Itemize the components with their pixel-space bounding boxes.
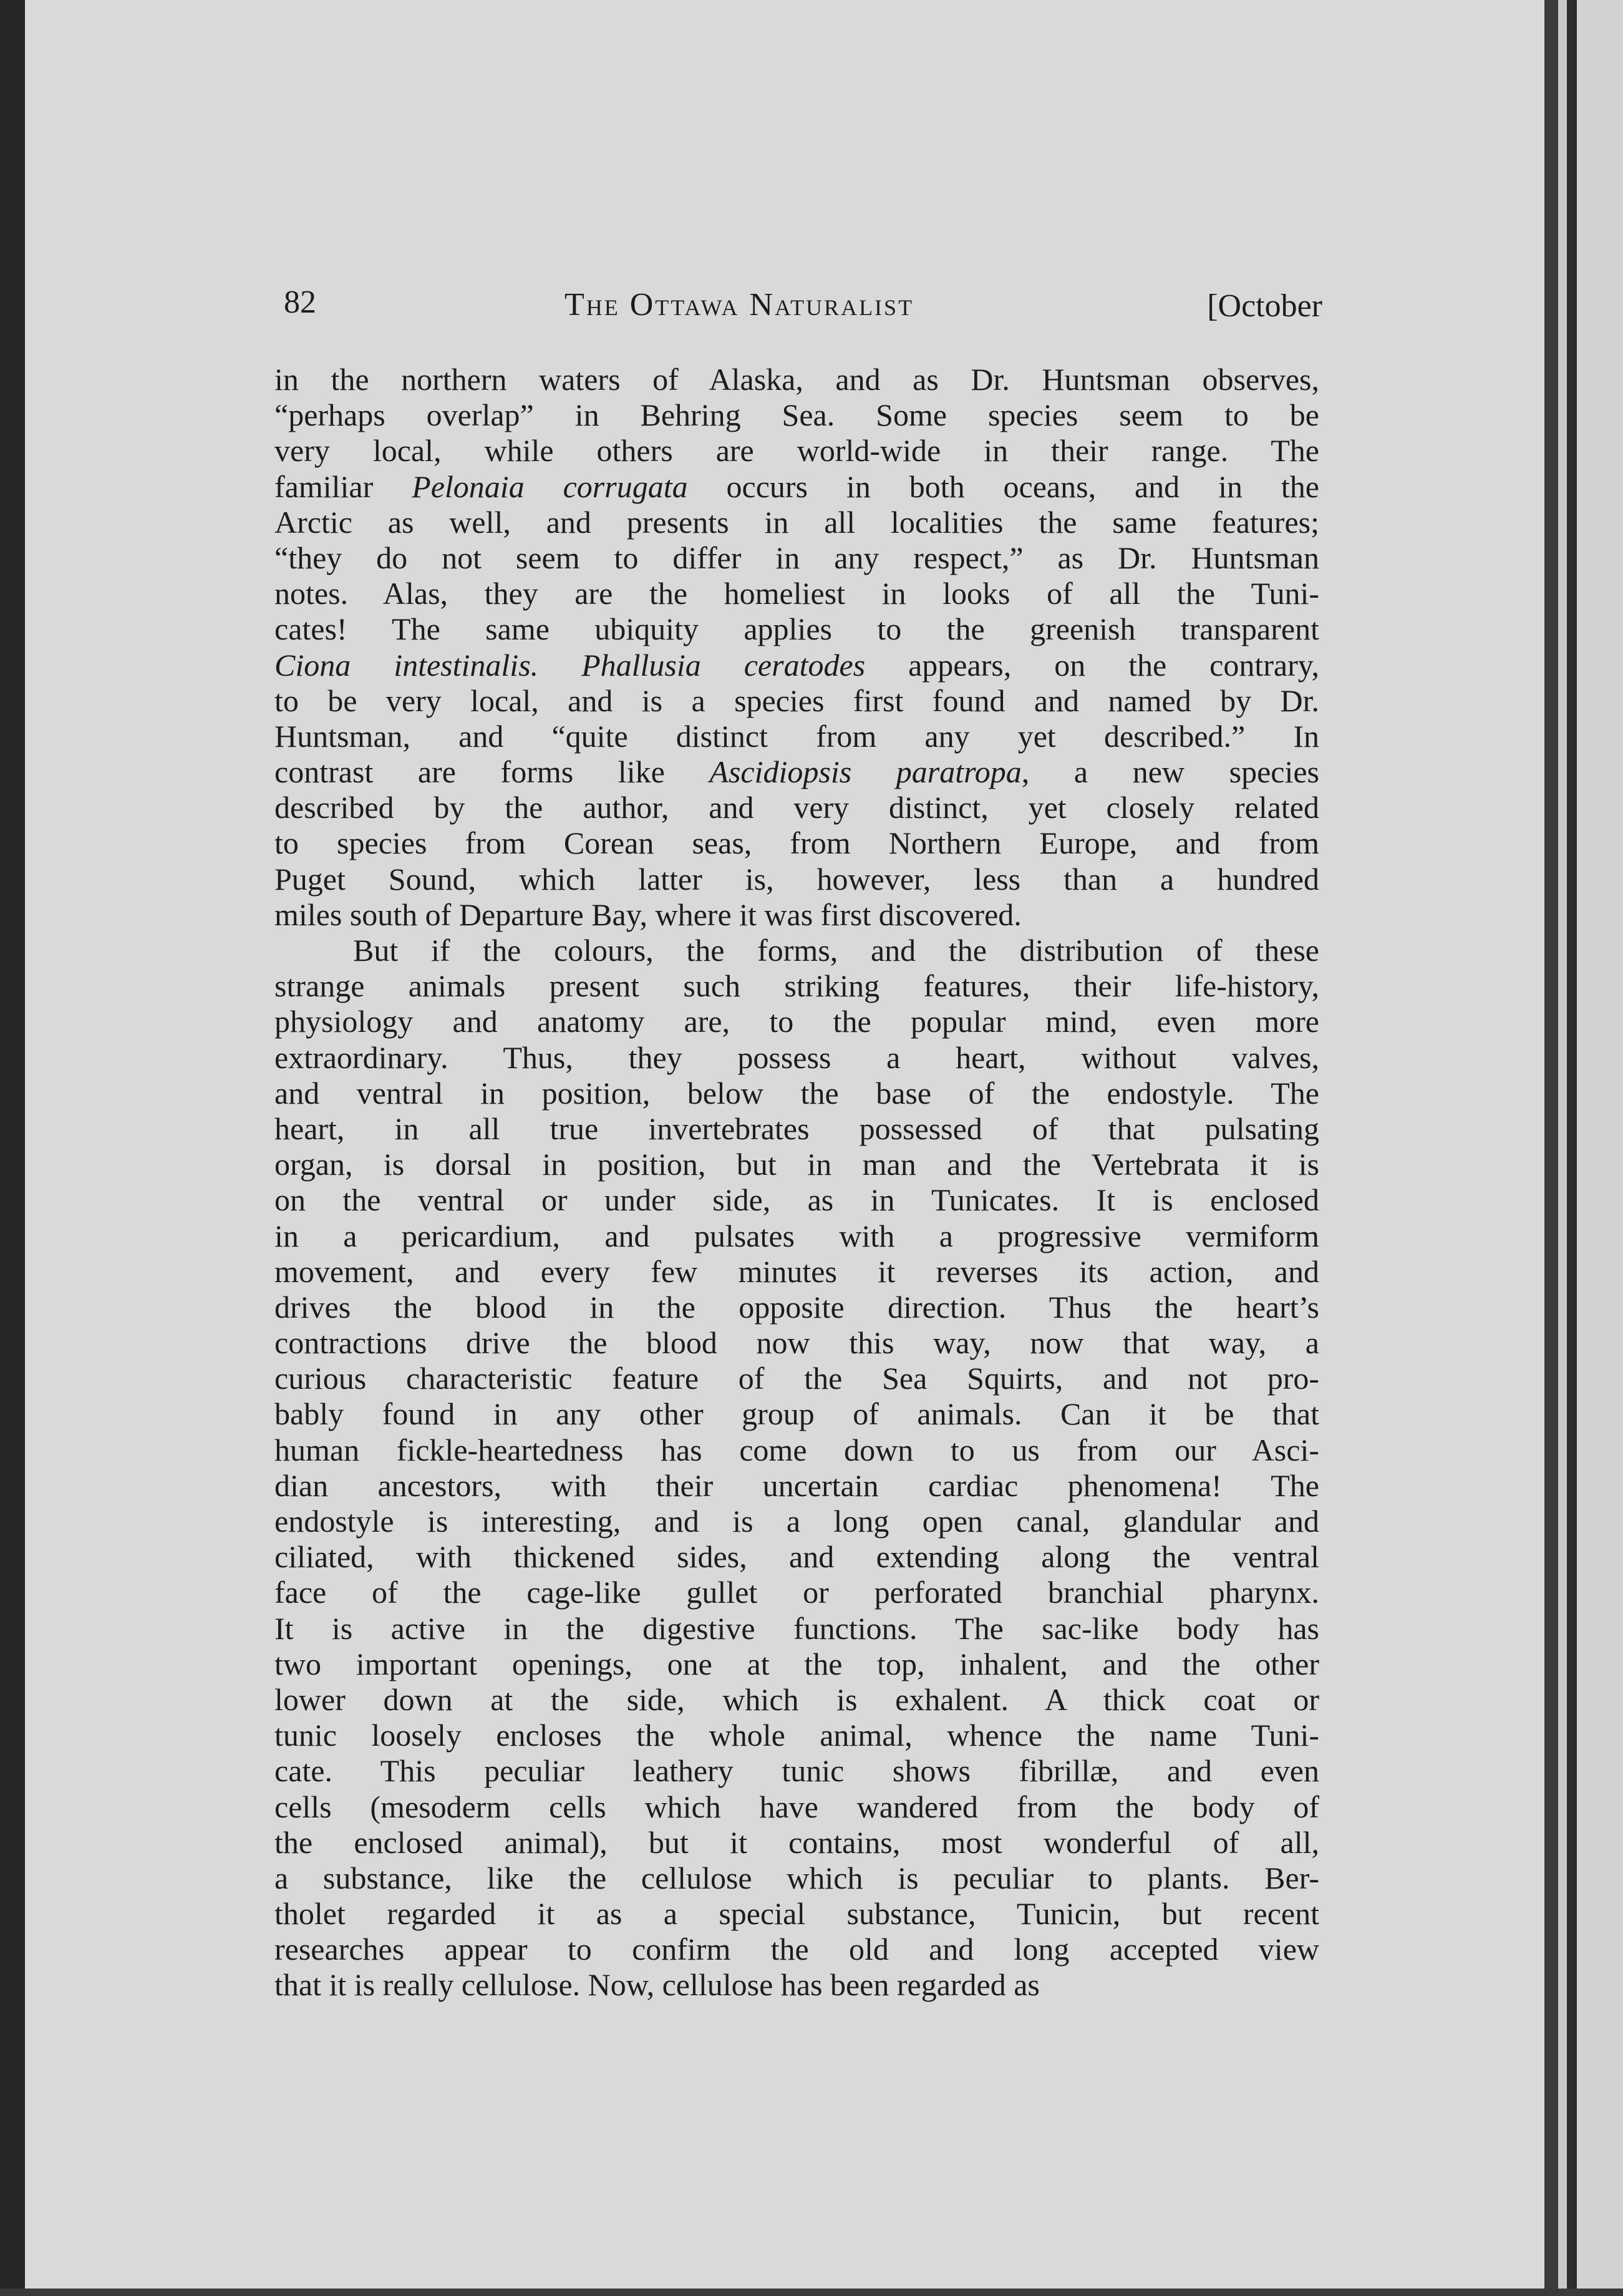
- text-line: [274, 1004, 1319, 1039]
- text-segment: physiology and anatomy are, to the popular mind, even more: [274, 1004, 1319, 1039]
- text-line: [274, 576, 1319, 611]
- text-segment: that it is really cellulose. Now, cellulose has been regarded as: [274, 1967, 1040, 2003]
- text-segment: cate. This peculiar leathery tunic shows fibrillæ, and even: [274, 1753, 1319, 1789]
- page-gutter-shadow: [1544, 0, 1558, 2296]
- text-segment: appears, on the contrary,: [865, 647, 1320, 683]
- text-line: [274, 1433, 1319, 1468]
- text-line: [274, 1254, 1319, 1290]
- text-line: [274, 1396, 1319, 1432]
- text-line: [274, 505, 1319, 540]
- text-line: [274, 1861, 1319, 1896]
- text-line: [274, 1182, 1319, 1218]
- text-line: [274, 362, 1319, 397]
- text-segment: heart, in all true invertebrates possessed of that pulsating: [274, 1111, 1319, 1146]
- text-segment: the enclosed animal), but it contains, most wonderful of all,: [274, 1824, 1319, 1860]
- text-segment: curious characteristic feature of the Sea Squirts, and not pro-: [274, 1361, 1319, 1396]
- running-head: [284, 284, 1322, 334]
- text-segment: cates! The same ubiquity applies to the greenish transparent: [274, 611, 1319, 647]
- text-segment: organ, is dorsal in position, but in man and the Vertebrata it is: [274, 1147, 1319, 1182]
- journal-title: The Ottawa Naturalist: [564, 287, 914, 323]
- text-segment: to be very local, and is a species first found and named by Dr.: [274, 683, 1319, 718]
- text-segment: tholet regarded it as a special substance, Tunicin, but recent: [274, 1896, 1319, 1932]
- text-line: [274, 611, 1319, 647]
- italic-species-name: Ascidiopsis paratropa: [709, 754, 1022, 790]
- text-segment: lower down at the side, which is exhalent. A thick coat or: [274, 1681, 1319, 1717]
- text-line: [274, 933, 1319, 968]
- italic-species-name: Pelonaia corrugata: [412, 469, 688, 504]
- text-line: [274, 1682, 1319, 1718]
- text-line: [274, 683, 1319, 719]
- page-gutter-edge: [1567, 0, 1577, 2296]
- text-line: [274, 862, 1319, 897]
- text-segment: But if the colours, the forms, and the distribution of these: [353, 933, 1319, 968]
- text-segment: endostyle is interesting, and is a long open canal, glandular and: [274, 1504, 1319, 1539]
- text-segment: , a new species: [1021, 754, 1319, 790]
- text-segment: face of the cage-like gullet or perforated branchial pharynx.: [274, 1575, 1319, 1610]
- text-segment: in a pericardium, and pulsates with a progressive vermiform: [274, 1218, 1319, 1253]
- text-segment: Arctic as well, and presents in all localities the same features;: [274, 504, 1319, 540]
- text-line: [274, 1896, 1319, 1932]
- text-line: [274, 1718, 1319, 1753]
- italic-species-name: Ciona intestinalis.: [274, 647, 539, 683]
- text-segment: “perhaps overlap” in Behring Sea. Some species seem to be: [274, 397, 1319, 433]
- text-line: [274, 433, 1319, 469]
- text-line: [274, 1040, 1319, 1076]
- text-segment: on the ventral or under side, as in Tunicates. It is enclosed: [274, 1182, 1319, 1218]
- text-segment: in the northern waters of Alaska, and as Dr. Huntsman observes,: [274, 362, 1319, 397]
- text-segment: movement, and every few minutes it reverses its action, and: [274, 1253, 1319, 1289]
- text-line: [274, 1468, 1319, 1504]
- text-line: [274, 1611, 1319, 1647]
- text-segment: contractions drive the blood now this way, now that way, a: [274, 1325, 1319, 1361]
- text-segment: occurs in both oceans, and in the: [687, 469, 1319, 504]
- text-line: [274, 754, 1319, 790]
- text-segment: notes. Alas, they are the homeliest in looks of all the Tuni-: [274, 576, 1319, 611]
- scan-bottom-edge: [0, 2289, 1623, 2296]
- text-line: [274, 540, 1319, 576]
- text-segment: [538, 648, 581, 683]
- text-segment: to species from Corean seas, from Northern Europe, and from: [274, 825, 1319, 861]
- page-gutter-gap: [1558, 0, 1567, 2296]
- text-segment: It is active in the digestive functions. The sac-like body has: [274, 1610, 1319, 1646]
- text-line: [274, 1967, 1319, 2003]
- text-line: [274, 1219, 1319, 1254]
- text-segment: dian ancestors, with their uncertain cardiac phenomena! The: [274, 1467, 1319, 1503]
- text-segment: human fickle-heartedness has come down to us from our Asci-: [274, 1432, 1319, 1467]
- text-line: [274, 397, 1319, 433]
- text-segment: “they do not seem to differ in any respect,” as Dr. Huntsman: [274, 540, 1319, 575]
- issue-month: [October: [1207, 288, 1322, 324]
- text-line: [274, 469, 1319, 505]
- text-line: [274, 719, 1319, 754]
- text-line: [274, 1539, 1319, 1575]
- text-line: [274, 1647, 1319, 1682]
- text-line: [274, 1932, 1319, 1967]
- text-line: [274, 897, 1319, 933]
- text-segment: Puget Sound, which latter is, however, less than a hundred: [274, 861, 1319, 897]
- text-line: [274, 1789, 1319, 1825]
- text-line: [274, 968, 1319, 1004]
- text-line: [274, 1504, 1319, 1539]
- text-segment: a substance, like the cellulose which is peculiar to plants. Ber-: [274, 1860, 1319, 1895]
- text-line: [274, 1575, 1319, 1610]
- text-line: [274, 648, 1319, 683]
- text-segment: miles south of Departure Bay, where it was first discovered.: [274, 897, 1022, 932]
- text-line: [274, 1111, 1319, 1147]
- adjacent-page-strip: [1577, 0, 1623, 2296]
- text-segment: tunic loosely encloses the whole animal, whence the name Tuni-: [274, 1718, 1319, 1753]
- text-segment: familiar: [274, 469, 412, 504]
- text-line: [274, 1147, 1319, 1182]
- body-text: [274, 362, 1319, 2003]
- text-line: [274, 1825, 1319, 1861]
- text-segment: ciliated, with thickened sides, and extending along the ventral: [274, 1539, 1319, 1575]
- text-line: [274, 1361, 1319, 1396]
- text-line: [274, 1076, 1319, 1111]
- text-segment: contrast are forms like: [274, 754, 710, 790]
- text-line: [274, 1325, 1319, 1361]
- text-line: [274, 790, 1319, 825]
- text-line: [274, 825, 1319, 861]
- text-line: [274, 1290, 1319, 1325]
- italic-species-name: Phallusia ceratodes: [581, 647, 866, 683]
- text-segment: drives the blood in the opposite direction. Thus the heart’s: [274, 1289, 1319, 1325]
- scan-left-edge: [0, 0, 25, 2296]
- text-segment: and ventral in position, below the base of the endostyle. The: [274, 1075, 1319, 1111]
- text-segment: extraordinary. Thus, they possess a heart, without valves,: [274, 1039, 1319, 1075]
- page-number: 82: [284, 285, 316, 320]
- text-segment: Huntsman, and “quite distinct from any yet described.” In: [274, 718, 1319, 754]
- text-segment: described by the author, and very distinct, yet closely related: [274, 790, 1319, 825]
- text-segment: cells (mesoderm cells which have wandered from the body of: [274, 1789, 1319, 1824]
- text-segment: strange animals present such striking features, their life-history,: [274, 968, 1319, 1004]
- text-segment: two important openings, one at the top, inhalent, and the other: [274, 1646, 1319, 1681]
- text-segment: bably found in any other group of animals. Can it be that: [274, 1396, 1319, 1432]
- text-segment: researches appear to confirm the old and long accepted view: [274, 1932, 1319, 1967]
- text-line: [274, 1753, 1319, 1789]
- text-segment: very local, while others are world-wide in their range. The: [274, 433, 1319, 469]
